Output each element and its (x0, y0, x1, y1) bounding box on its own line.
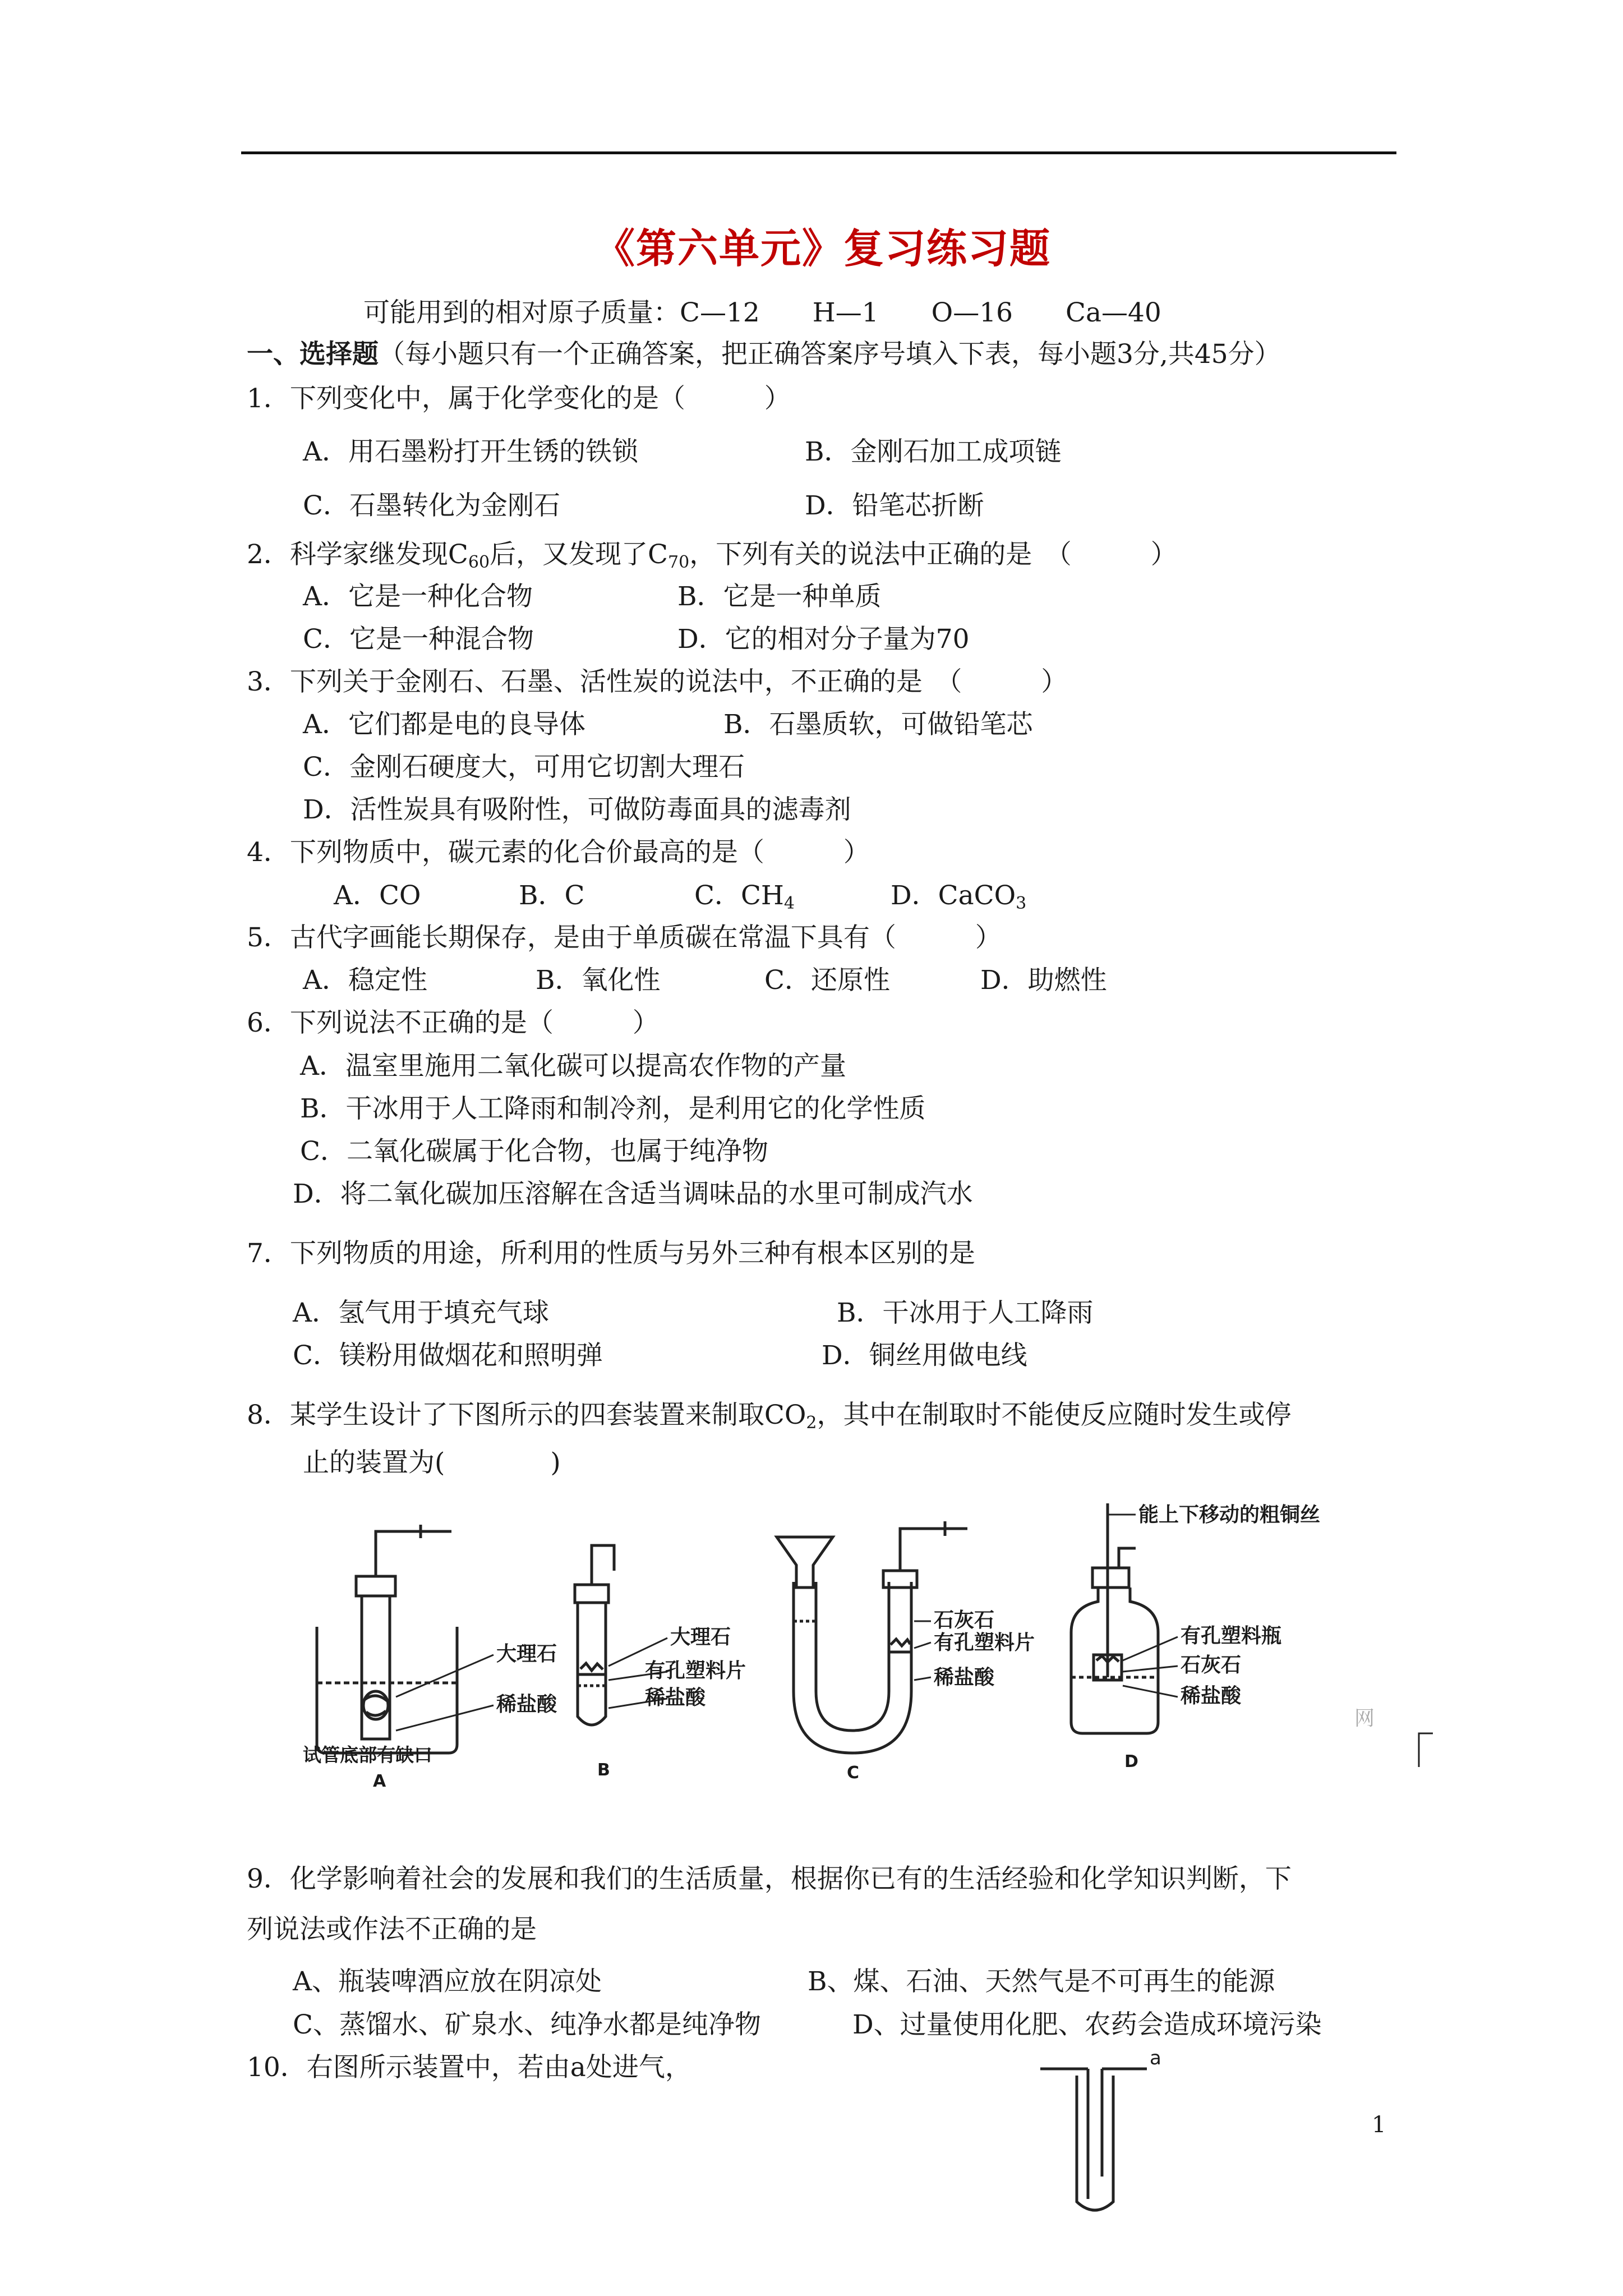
question-8-stem-line2: 止的装置为( ) (303, 1447, 561, 1478)
q9-option-a: A、瓶装啤酒应放在阴凉处 (293, 1966, 602, 1997)
question-8-stem (247, 1398, 1292, 1432)
q10-apparatus (1032, 2047, 1166, 2216)
q8-stem-post: ，其中在制取时不能使反应随时发生或停 (817, 1400, 1292, 1430)
q8-stem-subscript: 2 (806, 1413, 817, 1433)
section-heading (247, 338, 1281, 371)
q3-option-d: D．活性炭具有吸附性，可做防毒面具的滤毒剂 (303, 794, 851, 825)
header-rule (241, 151, 1396, 154)
q6-option-a: A．温室里施用二氧化碳可以提高农作物的产量 (300, 1051, 846, 1082)
q8-stem-pre: 8．某学生设计了下图所示的四套装置来制取CO (247, 1400, 806, 1430)
q2-option-b: B．它是一种单质 (677, 581, 882, 612)
label-d-lime: 石灰石 (1181, 1654, 1242, 1677)
q4-option-a: A．CO (334, 880, 421, 911)
q7-option-a: A．氢气用于填充气球 (293, 1297, 549, 1328)
q2-stem-mid: 后，又发现了C (490, 539, 668, 570)
q4-option-d-subscript: 3 (1016, 894, 1027, 913)
corner-mark (1419, 1733, 1433, 1767)
page-number: 1 (1372, 2112, 1386, 2138)
section-note: （每小题只有一个正确答案，把正确答案序号填入下表，每小题3分,共45分） (379, 339, 1281, 370)
q2-stem-pre: 2．科学家继发现C (247, 539, 468, 570)
label-c-plate: 有孔塑料片 (934, 1631, 1035, 1654)
label-b-acid: 稀盐酸 (645, 1686, 706, 1709)
q1-option-b: B．金刚石加工成项链 (805, 436, 1062, 467)
q4-option-d-text: D．CaCO (891, 880, 1016, 911)
q9-option-d: D、过量使用化肥、农药会造成环境污染 (852, 2009, 1322, 2040)
apparatus-figure (264, 1492, 1509, 1806)
label-d-wire: 能上下移动的粗铜丝 (1138, 1503, 1321, 1526)
label-c: C (847, 1763, 860, 1783)
q4-option-c-subscript: 4 (783, 894, 795, 913)
q2-stem-post: ，下列有关的说法中正确的是 （ ） (689, 539, 1177, 570)
label-b: B (597, 1760, 610, 1780)
q2-option-a: A．它是一种化合物 (303, 581, 533, 612)
question-1-stem: 1．下列变化中，属于化学变化的是（ ） (247, 383, 791, 414)
q5-option-a: A．稳定性 (303, 965, 427, 996)
atomic-masses: 可能用到的相对原子质量：C—12 H—1 O—16 Ca—40 (363, 297, 1161, 328)
q7-option-d: D．铜丝用做电线 (822, 1340, 1027, 1371)
q5-option-b: B．氧化性 (536, 965, 661, 996)
q4-option-d (891, 879, 1026, 913)
question-9-stem-line1: 9．化学影响着社会的发展和我们的生活质量，根据你已有的生活经验和化学知识判断，下 (247, 1864, 1292, 1894)
apparatus-d (1071, 1503, 1178, 1733)
q1-option-d: D．铅笔芯折断 (805, 490, 984, 521)
q2-option-c: C．它是一种混合物 (303, 624, 534, 655)
q3-option-a: A．它们都是电的良导体 (303, 709, 585, 740)
q4-option-c (694, 879, 795, 913)
q2-subscript-60: 60 (468, 553, 490, 572)
question-6-stem: 6．下列说法不正确的是（ ） (247, 1007, 659, 1038)
label-a: A (373, 1772, 386, 1791)
question-9-stem-line2: 列说法或作法不正确的是 (247, 1914, 537, 1945)
label-c-lime: 石灰石 (934, 1609, 995, 1632)
question-10-stem: 10．右图所示装置中，若由a处进气， (247, 2052, 691, 2083)
q6-option-c: C．二氧化碳属于化合物，也属于纯净物 (300, 1136, 768, 1167)
section-heading-label: 一、选择题 (247, 339, 379, 370)
label-b-marble: 大理石 (670, 1626, 731, 1649)
label-d-bottle: 有孔塑料瓶 (1181, 1625, 1282, 1648)
label-d: D (1124, 1752, 1138, 1772)
q6-option-d: D．将二氧化碳加压溶解在含适当调味品的水里可制成汽水 (293, 1179, 973, 1209)
label-c-acid: 稀盐酸 (934, 1666, 995, 1689)
q3-option-b: B．石墨质软，可做铅笔芯 (723, 709, 1033, 740)
q5-option-c: C．还原性 (764, 965, 890, 996)
q2-subscript-70: 70 (668, 553, 690, 572)
question-4-stem: 4．下列物质中，碳元素的化合价最高的是（ ） (247, 837, 870, 868)
q4-option-c-text: C．CH (694, 880, 784, 911)
label-b-plate: 有孔塑料片 (645, 1659, 746, 1682)
label-a-inlet: a (1150, 2047, 1161, 2069)
q5-option-d: D．助燃性 (980, 965, 1107, 996)
q2-option-d: D．它的相对分子量为70 (677, 624, 970, 655)
q9-option-c: C、蒸馏水、矿泉水、纯净水都是纯净物 (293, 2009, 761, 2040)
q1-option-c: C．石墨转化为金刚石 (303, 490, 560, 521)
question-7-stem: 7．下列物质的用途，所利用的性质与另外三种有根本区别的是 (247, 1238, 975, 1269)
q4-option-b: B．C (519, 880, 585, 911)
q1-option-a: A．用石墨粉打开生锈的铁锁 (303, 436, 638, 467)
label-a-note: 试管底部有缺口 (303, 1744, 432, 1766)
q3-option-c: C．金刚石硬度大，可用它切割大理石 (303, 752, 745, 783)
question-5-stem: 5．古代字画能长期保存，是由于单质碳在常温下具有（ ） (247, 922, 1002, 953)
page-title: 《第六单元》复习练习题 (594, 224, 1052, 272)
question-2-stem (247, 538, 1177, 572)
q9-option-b: B、煤、石油、天然气是不可再生的能源 (808, 1966, 1275, 1997)
apparatus-a (317, 1525, 494, 1753)
q7-option-c: C．镁粉用做烟花和照明弹 (293, 1340, 603, 1371)
label-a-marble: 大理石 (496, 1642, 557, 1665)
label-d-acid: 稀盐酸 (1181, 1685, 1242, 1708)
q7-option-b: B．干冰用于人工降雨 (837, 1297, 1094, 1328)
watermark-text: 网 (1354, 1707, 1375, 1730)
label-a-acid: 稀盐酸 (496, 1693, 557, 1716)
q6-option-b: B．干冰用于人工降雨和制冷剂，是利用它的化学性质 (300, 1093, 926, 1124)
question-3-stem: 3．下列关于金刚石、石墨、活性炭的说法中，不正确的是 （ ） (247, 666, 1068, 697)
